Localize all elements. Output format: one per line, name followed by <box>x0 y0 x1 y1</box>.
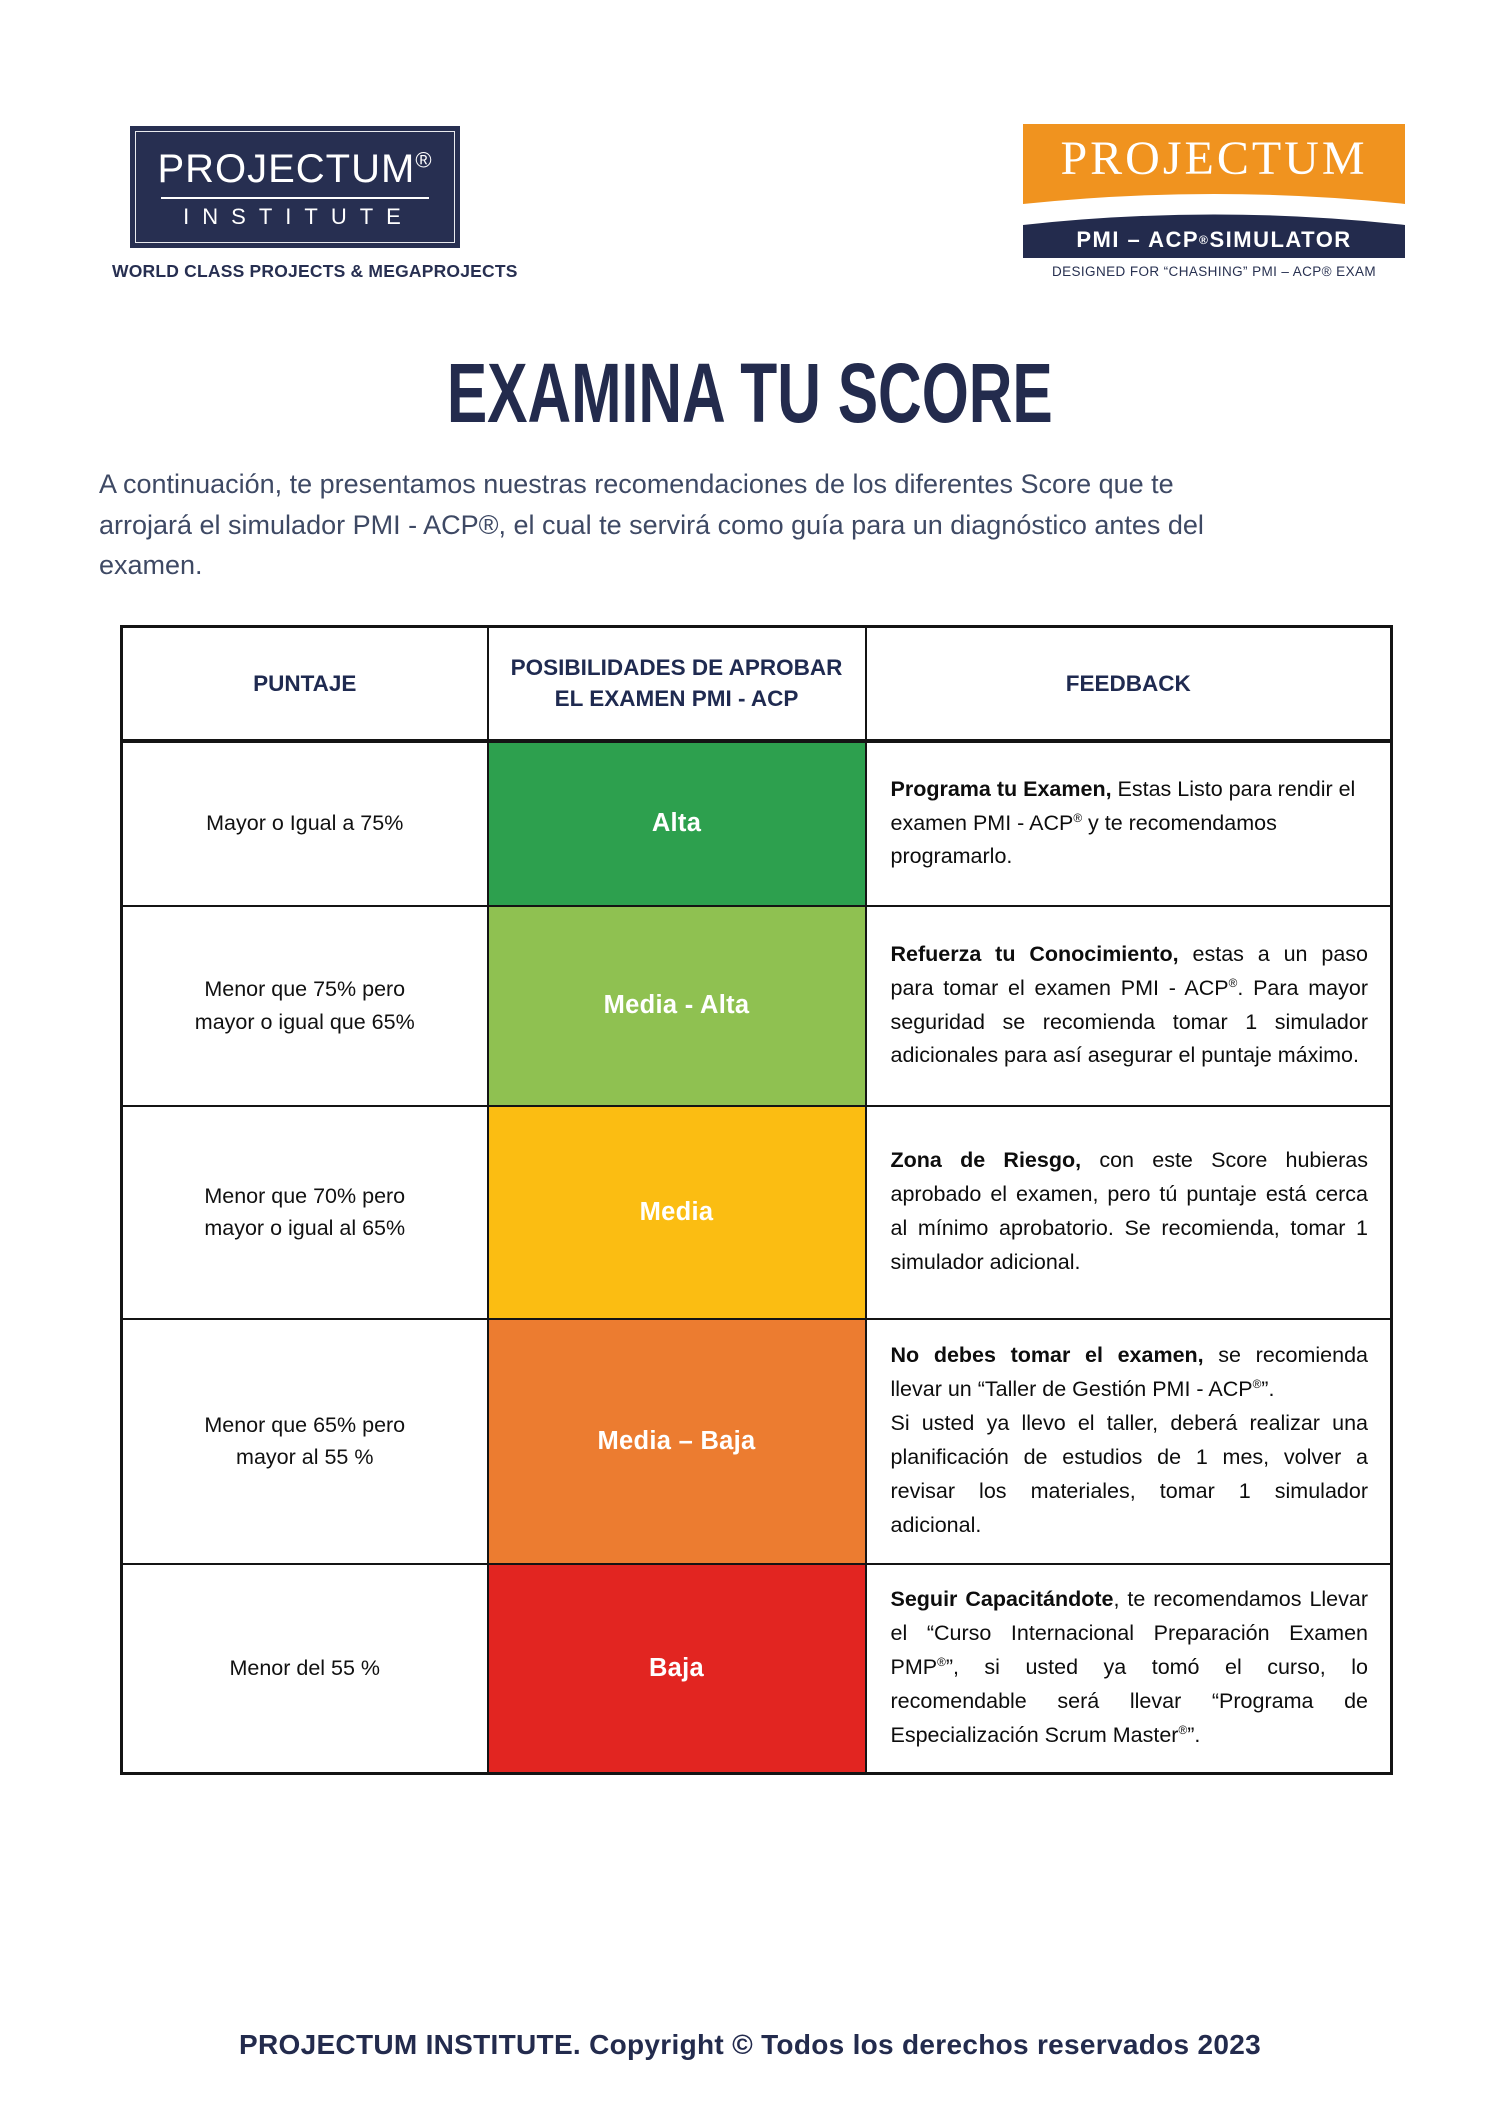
feedback-lead-text: No debes tomar el examen, <box>890 1343 1204 1368</box>
column-header-posibilidades: POSIBILIDADES DE APROBAR EL EXAMEN PMI - ACP <box>488 627 866 741</box>
puntaje-cell: Menor que 65% pero mayor al 55 % <box>122 1319 488 1564</box>
pmi-acp-simulator-logo <box>1023 124 1405 284</box>
posibilidad-label: Alta <box>651 809 702 837</box>
score-table-row <box>122 1106 1392 1319</box>
puntaje-cell: Mayor o Igual a 75% <box>122 741 488 906</box>
puntaje-cell: Menor del 55 % <box>122 1564 488 1774</box>
logo-right-band-text: PMI – ACP ® SIMULATOR <box>1076 226 1352 252</box>
copyright-footer: PROJECTUM INSTITUTE. Copyright © Todos los derechos reservados 2023 <box>239 2029 1261 2060</box>
posibilidad-label: Baja <box>648 1653 705 1682</box>
score-table-row <box>122 1564 1392 1774</box>
posibilidad-cell <box>488 906 866 1106</box>
posibilidad-label: Media – Baja <box>597 1426 756 1455</box>
puntaje-cell: Menor que 75% pero mayor o igual que 65% <box>122 906 488 1106</box>
logo-left-institute-text: INSTITUTE <box>183 203 414 229</box>
posibilidad-cell <box>488 741 866 906</box>
feedback-body-text: estas a un paso para tomar el examen PMI - ACP®. Para mayor seguridad se recomienda tomar 1 simulador adicionales para así asegurar el puntaje máximo. <box>890 941 1368 1068</box>
feedback-paragraph <box>891 1339 1369 1543</box>
feedback-paragraph <box>891 1144 1369 1280</box>
posibilidad-cell <box>488 1319 866 1564</box>
feedback-lead-text: Zona de Riesgo, <box>890 1148 1082 1173</box>
page-title <box>0 346 1500 440</box>
feedback-body-text: , te recomendamos Llevar el “Curso Internacional Preparación Examen PMP®”, si usted ya tomó el curso, lo recomendable será llevar “Programa de Especialización Scrum Master®”. <box>890 1587 1369 1748</box>
posibilidad-cell <box>488 1106 866 1319</box>
posibilidad-label: Media <box>639 1197 714 1226</box>
projectum-institute-logo <box>112 126 518 282</box>
column-header-feedback: FEEDBACK <box>866 627 1392 741</box>
score-table <box>120 625 1393 1775</box>
posibilidad-label: Media - Alta <box>603 991 750 1019</box>
puntaje-cell: Menor que 70% pero mayor o igual al 65% <box>122 1106 488 1319</box>
feedback-paragraph <box>891 773 1369 875</box>
header-row <box>122 627 1392 741</box>
feedback-cell <box>866 1564 1392 1774</box>
page-title-text: EXAMINA TU SCORE <box>447 346 1053 440</box>
feedback-cell <box>866 1319 1392 1564</box>
score-table-body <box>122 741 1392 1774</box>
feedback-body-text: Estas Listo para rendir el examen PMI - ACP® y te recomendamos programarlo. <box>890 776 1356 869</box>
feedback-cell <box>866 741 1392 906</box>
column-header-puntaje: PUNTAJE <box>122 627 488 741</box>
feedback-body-text: con este Score hubieras aprobado el examen, pero tú puntaje está cerca al mínimo aprobatorio. Se recomienda, tomar 1 simulador adicional. <box>890 1148 1368 1274</box>
logo-left-tagline: WORLD CLASS PROJECTS & MEGAPROJECTS <box>112 261 518 281</box>
posibilidad-cell <box>488 1564 866 1774</box>
feedback-lead-text: Programa tu Examen, <box>890 776 1112 801</box>
feedback-lead-text: Refuerza tu Conocimiento, <box>890 941 1179 966</box>
feedback-cell <box>866 906 1392 1106</box>
feedback-paragraph <box>891 1583 1369 1753</box>
logo-left-divider <box>161 197 429 199</box>
score-table-row <box>122 1319 1392 1564</box>
score-table-header <box>122 627 1392 741</box>
projectum-institute-logo-box <box>130 126 460 248</box>
score-table-row <box>122 741 1392 906</box>
feedback-paragraph <box>891 938 1369 1074</box>
score-table-row <box>122 906 1392 1106</box>
logo-left-brand-text: PROJECTUM® <box>157 146 433 191</box>
intro-paragraph: A continuación, te presentamos nuestras recomendaciones de los diferentes Score que te arrojará el simulador PMI - ACP®, el cual te servirá como guía para un diagnóstico antes del examen. <box>99 469 1204 580</box>
feedback-cell <box>866 1106 1392 1319</box>
feedback-lead-text: Seguir Capacitándote <box>890 1587 1114 1612</box>
logo-right-brand-text: PROJECTUM <box>1060 132 1368 185</box>
logo-right-tagline: DESIGNED FOR “CHASHING” PMI – ACP® EXAM <box>1051 264 1377 279</box>
feedback-body-text: se recomienda llevar un “Taller de Gestión PMI - ACP®”. Si usted ya llevo el taller, deberá realizar una planificación de estudios de 1 mes, volver a revisar los materiales, tomar 1 simulador adicional. <box>890 1343 1368 1537</box>
